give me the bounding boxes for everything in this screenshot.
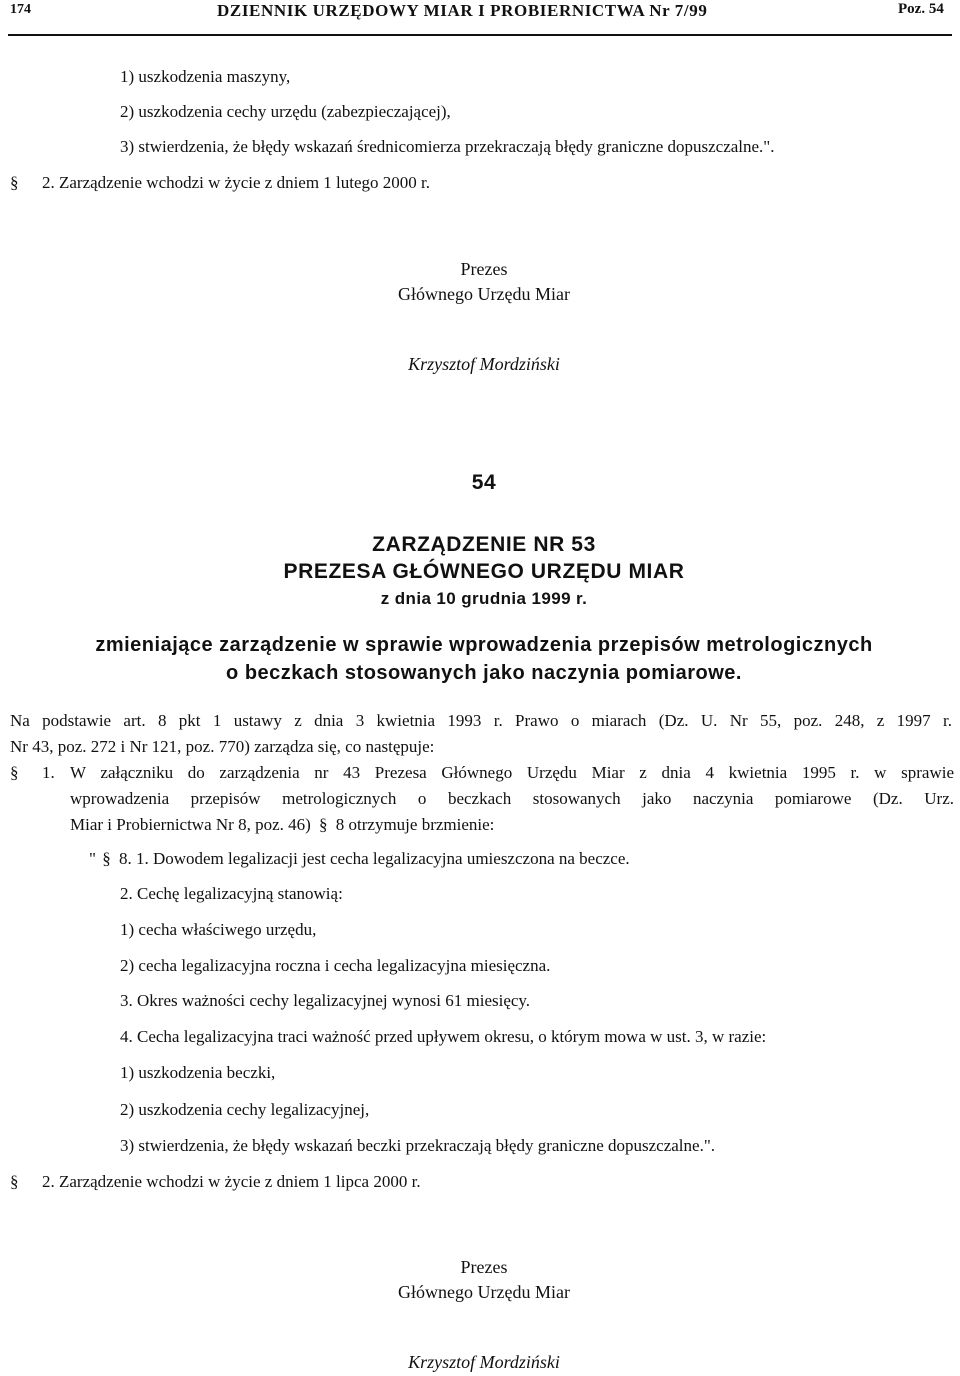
list-item: 2) uszkodzenia cechy legalizacyjnej, [120,1100,370,1119]
paragraph-1-ref: Miar i Probiernictwa Nr 8, poz. 46) [70,815,311,834]
signature-office: Głównego Urzędu Miar [398,284,570,304]
header-rule [8,34,952,36]
signature-name: Krzysztof Mordziński [408,1352,560,1372]
page-number: 174 [10,2,31,17]
position-label: Poz. 54 [898,1,944,17]
section-sign: § [319,815,328,834]
list-item: 2) uszkodzenia cechy urzędu (zabezpieczającej), [120,102,451,121]
quoted-item-4: 4. Cecha legalizacyjna traci ważność przed upływem okresu, o którym mowa w ust. 3, w razie: [120,1027,767,1046]
paragraph-number: 1. [42,763,55,782]
signature-role: Prezes [460,1257,508,1277]
ordinance-date: z dnia 10 grudnia 1999 r. [380,589,588,608]
list-item: 3) stwierdzenia, że błędy wskazań średnicomierza przekraczają błędy graniczne dopuszczalne.". [120,137,775,156]
position-number: 54 [471,471,497,494]
signature-name: Krzysztof Mordziński [408,354,560,374]
quoted-paragraph-8-text: 8. 1. Dowodem legalizacji jest cecha legalizacyjna umieszczona na beczce. [118,849,630,868]
signature-role: Prezes [460,259,508,279]
list-item: 1) uszkodzenia maszyny, [120,67,291,86]
section-sign: § [10,763,19,782]
paragraph-2: 2. Zarządzenie wchodzi w życie z dniem 1 lipca 2000 r. [42,1172,421,1191]
preamble-cont: Nr 43, poz. 272 i Nr 121, poz. 770) zarządza się, co następuje: [10,737,435,756]
section-sign: § [10,1172,19,1191]
ordinance-issuer: PREZESA GŁÓWNEGO URZĘDU MIAR [283,560,685,583]
quoted-paragraph-8 [89,848,630,870]
list-item: 1) cecha właściwego urzędu, [120,920,317,939]
list-item: 3) stwierdzenia, że błędy wskazań beczki przekraczają błędy graniczne dopuszczalne.". [120,1136,716,1155]
ordinance-title: ZARZĄDZENIE NR 53 [372,533,596,556]
quoted-item-3: 3. Okres ważności cechy legalizacyjnej wynosi 61 miesięcy. [120,991,531,1010]
paragraph-1-cont: wprowadzenia przepisów metrologicznych o beczkach stosowanych jako naczynia pomiarowe (Dz. Urz. [70,789,954,808]
ordinance-subject-cont: o beczkach stosowanych jako naczynia pomiarowe. [226,662,742,684]
preamble: Na podstawie art. 8 pkt 1 ustawy z dnia 3 kwietnia 1993 r. Prawo o miarach (Dz. U. Nr 55, poz. 248, z 1997 r. [10,711,952,730]
quoted-item-2: 2. Cechę legalizacyjną stanowią: [120,884,343,903]
paragraph-2: 2. Zarządzenie wchodzi w życie z dniem 1 lutego 2000 r. [42,173,431,192]
quote-mark: " [89,849,96,868]
list-item: 2) cecha legalizacyjna roczna i cecha legalizacyjna miesięczna. [120,956,551,975]
paragraph-1: W załączniku do zarządzenia nr 43 Prezesa Głównego Urzędu Miar z dnia 4 kwietnia 1995 r. w sprawie [70,763,954,782]
paragraph-1-end: 8 otrzymuje brzmienie: [335,815,495,834]
running-header [0,0,960,38]
list-item: 1) uszkodzenia beczki, [120,1063,276,1082]
signature-office: Głównego Urzędu Miar [398,1282,570,1302]
ordinance-subject: zmieniające zarządzenie w sprawie wprowadzenia przepisów metrologicznych [95,634,873,656]
paragraph-1-cont-2 [70,814,494,836]
section-sign: § [102,849,111,868]
section-sign: § [10,173,19,192]
journal-title: DZIENNIK URZĘDOWY MIAR I PROBIERNICTWA Nr 7/99 [217,1,708,20]
